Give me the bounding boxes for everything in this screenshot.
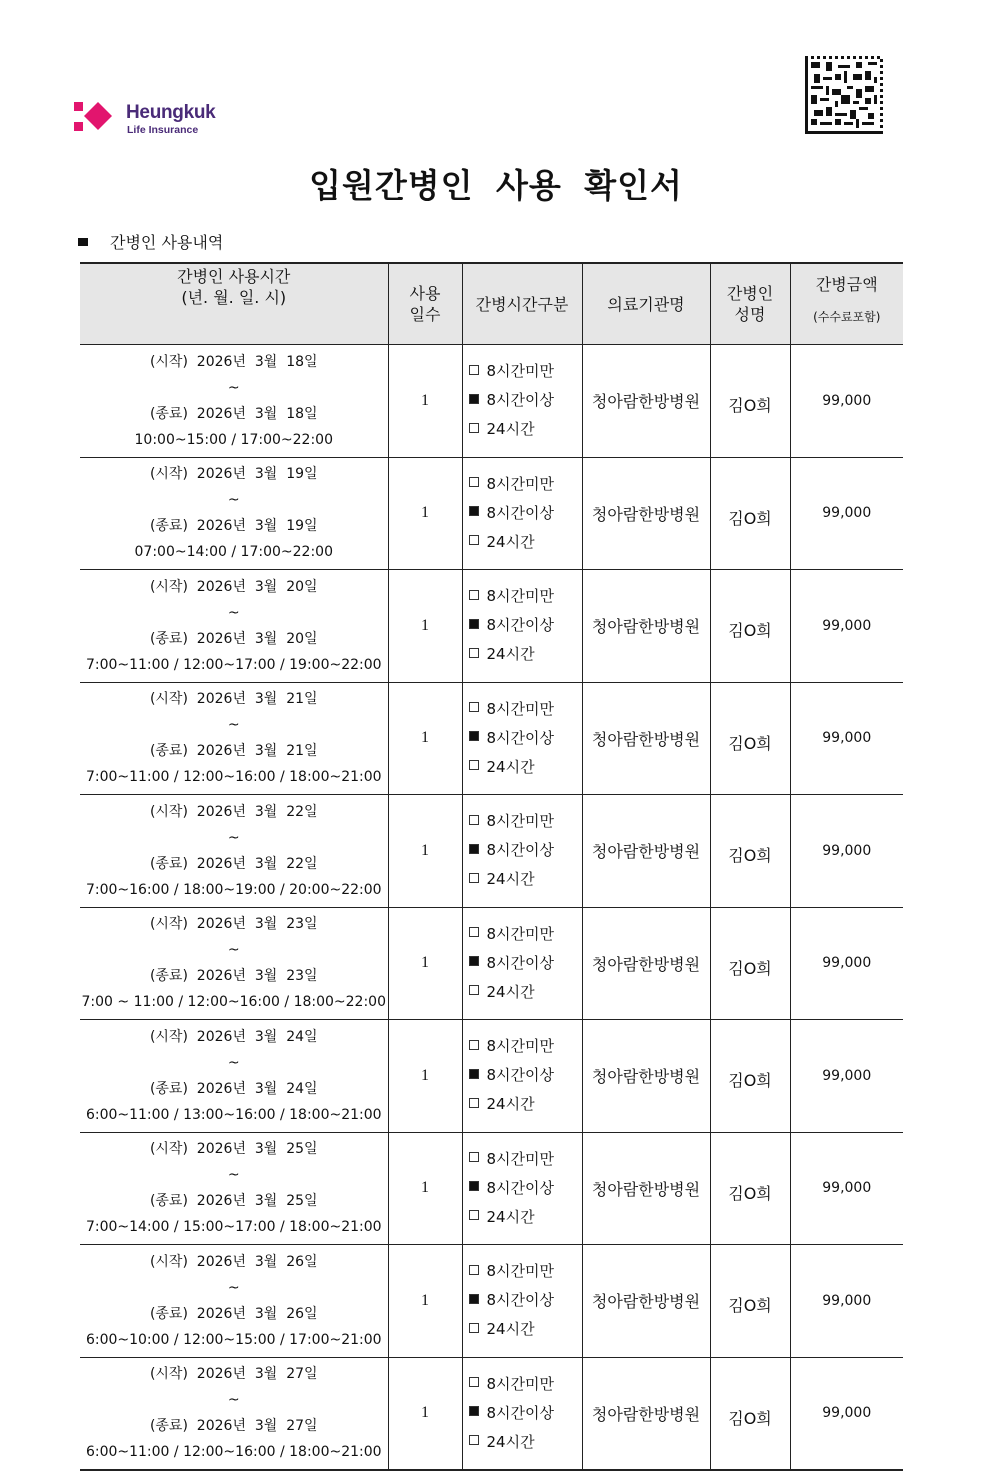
period-cell [80,345,388,458]
type-option-label: 8시간미만 [486,924,555,943]
nurse-cell: 김O희 [710,345,790,458]
checkbox-checked-icon [469,619,479,629]
hospital-cell: 청아람한방병원 [582,1132,710,1245]
period-end: (종료) 2026년 3월 27일 [149,1418,318,1435]
period-tilde: ~ [227,1392,240,1409]
period-start: (시작) 2026년 3월 19일 [149,466,318,483]
table-row [80,682,903,795]
type-option-label: 8시간이상 [486,391,555,410]
type-option-label: 24시간 [486,1095,535,1114]
checkbox-checked-icon [469,1406,479,1416]
type-option-8h-plus [469,724,582,753]
period-cell [80,570,388,683]
type-option-label: 8시간미만 [486,1374,555,1393]
period-cell [80,1357,388,1470]
period-tilde: ~ [227,1054,240,1071]
days-cell: 1 [388,1020,462,1133]
amount-cell: 99,000 [790,457,903,570]
type-option-label: 8시간이상 [486,616,555,635]
days-cell: 1 [388,1357,462,1470]
header-amount-label: 간병금액 [815,275,878,294]
table-row [80,1245,903,1358]
type-option-label: 24시간 [486,1207,535,1226]
amount-cell: 99,000 [790,345,903,458]
table-row [80,1357,903,1470]
type-cell [462,345,582,458]
type-cell [462,1132,582,1245]
type-option-label: 8시간이상 [486,728,555,747]
type-option-label: 24시간 [486,757,535,776]
header-period-line1: 간병인 사용시간 [177,267,291,286]
header-type: 간병시간구분 [462,263,582,345]
days-cell: 1 [388,457,462,570]
checkbox-empty-icon [469,477,479,487]
type-option-label: 8시간이상 [486,1291,555,1310]
type-option-24h [469,1428,582,1457]
table-row [80,1132,903,1245]
type-option-8h-plus [469,499,582,528]
checkbox-empty-icon [469,1210,479,1220]
header-days-line2: 일수 [409,305,441,324]
amount-cell: 99,000 [790,682,903,795]
period-tilde: ~ [227,1167,240,1184]
period-hours: 10:00~15:00 / 17:00~22:00 [134,431,333,448]
type-option-under-8h [469,582,582,611]
period-tilde: ~ [227,1279,240,1296]
type-option-under-8h [469,1257,582,1286]
type-option-24h [469,640,582,669]
type-option-24h [469,528,582,557]
nurse-cell: 김O희 [710,1357,790,1470]
period-hours: 07:00~14:00 / 17:00~22:00 [134,544,333,561]
checkbox-empty-icon [469,815,479,825]
type-option-label: 24시간 [486,645,535,664]
period-start: (시작) 2026년 3월 20일 [149,578,318,595]
type-option-label: 8시간미만 [486,362,555,381]
table-row [80,907,903,1020]
type-option-8h-plus [469,949,582,978]
type-option-8h-plus [469,611,582,640]
amount-cell: 99,000 [790,570,903,683]
logo-sub-text: Life Insurance [127,124,199,136]
hospital-cell: 청아람한방병원 [582,907,710,1020]
caregiver-usage-table [80,262,903,1471]
checkbox-empty-icon [469,1265,479,1275]
period-end: (종료) 2026년 3월 21일 [149,743,318,760]
logo-mark-icon [74,100,124,136]
days-cell: 1 [388,345,462,458]
type-option-24h [469,865,582,894]
checkbox-empty-icon [469,648,479,658]
nurse-cell: 김O희 [710,1245,790,1358]
section-heading [78,230,223,253]
amount-cell: 99,000 [790,907,903,1020]
section-label: 간병인 사용내역 [110,233,224,252]
period-end: (종료) 2026년 3월 18일 [149,405,318,422]
period-hours: 7:00~16:00 / 18:00~19:00 / 20:00~22:00 [85,881,382,898]
amount-cell: 99,000 [790,795,903,908]
type-cell [462,1245,582,1358]
nurse-cell: 김O희 [710,1020,790,1133]
period-cell [80,682,388,795]
period-hours: 6:00~11:00 / 13:00~16:00 / 18:00~21:00 [85,1106,382,1123]
hospital-cell: 청아람한방병원 [582,457,710,570]
hospital-cell: 청아람한방병원 [582,1357,710,1470]
type-option-8h-plus [469,386,582,415]
amount-cell: 99,000 [790,1132,903,1245]
type-option-8h-plus [469,1399,582,1428]
type-option-24h [469,1090,582,1119]
period-start: (시작) 2026년 3월 23일 [149,916,318,933]
type-option-8h-plus [469,1061,582,1090]
table-header-row [80,263,903,345]
hospital-cell: 청아람한방병원 [582,345,710,458]
type-option-label: 24시간 [486,1432,535,1451]
checkbox-empty-icon [469,1435,479,1445]
nurse-cell: 김O희 [710,457,790,570]
amount-cell: 99,000 [790,1020,903,1133]
header-nurse-line2: 성명 [734,305,766,324]
type-option-label: 8시간미만 [486,587,555,606]
period-tilde: ~ [227,492,240,509]
period-cell [80,457,388,570]
header-period-line2: (년. 월. 일. 시) [181,288,287,307]
period-start: (시작) 2026년 3월 27일 [149,1366,318,1383]
logo-brand-text: Heungkuk [126,102,216,123]
header-nurse [710,263,790,345]
type-option-label: 24시간 [486,982,535,1001]
header-amount [790,263,903,345]
days-cell: 1 [388,682,462,795]
checkbox-empty-icon [469,365,479,375]
nurse-cell: 김O희 [710,1132,790,1245]
period-start: (시작) 2026년 3월 24일 [149,1028,318,1045]
period-tilde: ~ [227,717,240,734]
header-amount-sub: (수수료포함) [813,310,881,324]
checkbox-checked-icon [469,1294,479,1304]
period-end: (종료) 2026년 3월 24일 [149,1080,318,1097]
checkbox-empty-icon [469,702,479,712]
square-bullet-icon [78,238,88,246]
type-cell [462,682,582,795]
checkbox-empty-icon [469,873,479,883]
period-cell [80,907,388,1020]
type-option-24h [469,978,582,1007]
type-option-8h-plus [469,1174,582,1203]
period-end: (종료) 2026년 3월 19일 [149,518,318,535]
type-option-8h-plus [469,836,582,865]
days-cell: 1 [388,1132,462,1245]
period-start: (시작) 2026년 3월 21일 [149,691,318,708]
header-period [80,263,388,345]
checkbox-empty-icon [469,590,479,600]
checkbox-checked-icon [469,731,479,741]
period-end: (종료) 2026년 3월 22일 [149,855,318,872]
type-option-under-8h [469,807,582,836]
type-option-label: 8시간이상 [486,1178,555,1197]
type-option-label: 8시간미만 [486,699,555,718]
document-title: 입원간병인 사용 확인서 [309,166,683,205]
hospital-cell: 청아람한방병원 [582,795,710,908]
type-option-under-8h [469,1370,582,1399]
period-tilde: ~ [227,942,240,959]
period-tilde: ~ [227,379,240,396]
nurse-cell: 김O희 [710,795,790,908]
days-cell: 1 [388,1245,462,1358]
type-option-under-8h [469,1145,582,1174]
period-cell [80,1020,388,1133]
type-option-label: 24시간 [486,1320,535,1339]
checkbox-checked-icon [469,1069,479,1079]
qr-code-icon [805,56,883,134]
nurse-cell: 김O희 [710,907,790,1020]
type-cell [462,1020,582,1133]
nurse-cell: 김O희 [710,570,790,683]
type-option-label: 8시간이상 [486,1066,555,1085]
period-tilde: ~ [227,604,240,621]
type-option-label: 8시간이상 [486,953,555,972]
checkbox-empty-icon [469,1323,479,1333]
company-logo [74,100,244,140]
period-end: (종료) 2026년 3월 20일 [149,630,318,647]
amount-cell: 99,000 [790,1357,903,1470]
period-end: (종료) 2026년 3월 25일 [149,1193,318,1210]
checkbox-empty-icon [469,985,479,995]
checkbox-checked-icon [469,844,479,854]
days-cell: 1 [388,907,462,1020]
checkbox-empty-icon [469,927,479,937]
period-cell [80,1132,388,1245]
period-end: (종료) 2026년 3월 23일 [149,968,318,985]
table-row [80,457,903,570]
type-option-24h [469,1203,582,1232]
type-cell [462,457,582,570]
period-start: (시작) 2026년 3월 22일 [149,803,318,820]
type-option-label: 8시간미만 [486,1037,555,1056]
type-option-label: 8시간미만 [486,812,555,831]
checkbox-empty-icon [469,760,479,770]
checkbox-checked-icon [469,506,479,516]
header-days [388,263,462,345]
table-row [80,1020,903,1133]
hospital-cell: 청아람한방병원 [582,682,710,795]
header-days-line1: 사용 [409,284,441,303]
hospital-cell: 청아람한방병원 [582,1020,710,1133]
type-option-label: 8시간미만 [486,1262,555,1281]
type-cell [462,907,582,1020]
checkbox-empty-icon [469,1152,479,1162]
type-option-label: 24시간 [486,870,535,889]
period-tilde: ~ [227,829,240,846]
type-option-under-8h [469,357,582,386]
period-cell [80,1245,388,1358]
days-cell: 1 [388,570,462,683]
type-option-label: 8시간이상 [486,841,555,860]
amount-cell: 99,000 [790,1245,903,1358]
hospital-cell: 청아람한방병원 [582,570,710,683]
checkbox-empty-icon [469,535,479,545]
days-cell: 1 [388,795,462,908]
type-option-under-8h [469,920,582,949]
period-hours: 7:00~11:00 / 12:00~17:00 / 19:00~22:00 [85,656,382,673]
type-option-label: 8시간미만 [486,474,555,493]
type-option-label: 24시간 [486,420,535,439]
type-option-label: 24시간 [486,532,535,551]
type-cell [462,795,582,908]
period-start: (시작) 2026년 3월 18일 [149,353,318,370]
table-row [80,795,903,908]
type-option-8h-plus [469,1286,582,1315]
type-cell [462,1357,582,1470]
type-option-label: 8시간이상 [486,503,555,522]
header-nurse-line1: 간병인 [726,284,774,303]
checkbox-empty-icon [469,1098,479,1108]
header-hospital: 의료기관명 [582,263,710,345]
type-option-24h [469,753,582,782]
period-end: (종료) 2026년 3월 26일 [149,1305,318,1322]
type-option-label: 8시간미만 [486,1149,555,1168]
period-start: (시작) 2026년 3월 25일 [149,1141,318,1158]
checkbox-empty-icon [469,1040,479,1050]
type-option-24h [469,415,582,444]
type-option-24h [469,1315,582,1344]
type-option-under-8h [469,1032,582,1061]
period-hours: 7:00~14:00 / 15:00~17:00 / 18:00~21:00 [85,1219,382,1236]
table-row [80,570,903,683]
period-hours: 7:00~11:00 / 12:00~16:00 / 18:00~21:00 [85,769,382,786]
type-option-under-8h [469,470,582,499]
period-cell [80,795,388,908]
period-hours: 6:00~10:00 / 12:00~15:00 / 17:00~21:00 [85,1331,382,1348]
period-hours: 6:00~11:00 / 12:00~16:00 / 18:00~21:00 [85,1444,382,1461]
checkbox-empty-icon [469,1377,479,1387]
type-option-label: 8시간이상 [486,1403,555,1422]
checkbox-empty-icon [469,423,479,433]
checkbox-checked-icon [469,394,479,404]
period-start: (시작) 2026년 3월 26일 [149,1253,318,1270]
type-option-under-8h [469,695,582,724]
table-row [80,345,903,458]
type-cell [462,570,582,683]
checkbox-checked-icon [469,1181,479,1191]
hospital-cell: 청아람한방병원 [582,1245,710,1358]
checkbox-checked-icon [469,956,479,966]
period-hours: 7:00 ~ 11:00 / 12:00~16:00 / 18:00~22:00 [81,994,386,1011]
nurse-cell: 김O희 [710,682,790,795]
